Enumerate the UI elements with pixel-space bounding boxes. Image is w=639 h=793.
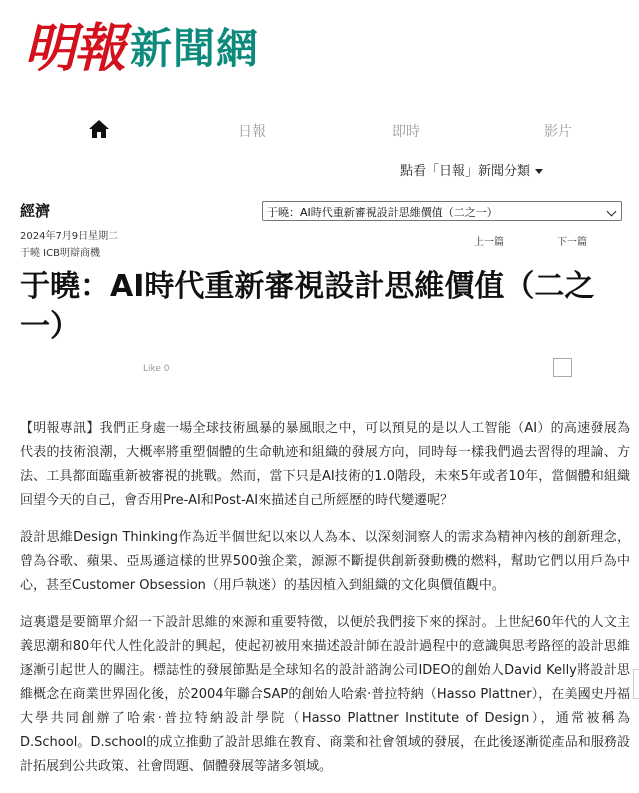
- paragraph: 【明報專訊】我們正身處一場全球技術風暴的暴風眼之中，可以預見的是以人工智能（AI）的高速發展為代表的技術浪潮，大概率將重塑個體的生命軌迹和組織的發展方向，同時每一樣我們過去習得的理論、方法、工具都面臨重新被審視的挑戰。然而，當下只是AI技術的1.0階段，未來5年或者10年，當個體和組織回望今天的自己，會否用Pre-AI和Post-AI來描述自己所經歷的時代變遷呢？: [20, 421, 630, 508]
- logo-news-network: 新聞網: [130, 24, 260, 73]
- next-article-link[interactable]: 下一篇: [557, 237, 587, 248]
- prev-article-link[interactable]: 上一篇: [474, 237, 504, 248]
- article-select[interactable]: [262, 201, 622, 221]
- paragraph: 設計思維Design Thinking作為近半個世紀以來以人為本、以深刻洞察人的需求為精神內核的創新理念，曾為谷歌、蘋果、亞馬遜這樣的世界500強企業，源源不斷提供創新發動機的燃料，幫助它們以用戶為中心，甚至Customer Obsession（用戶執迷）的基因植入到組織的文化與價值觀中。: [20, 530, 630, 593]
- article-select-value: 于曉：AI時代重新審視設計思維價值（二之一）: [267, 206, 498, 219]
- chevron-down-icon: [607, 207, 617, 217]
- caret-down-icon: [535, 169, 543, 174]
- article-body: [20, 417, 630, 792]
- section-label[interactable]: 經濟: [20, 202, 51, 220]
- article-title: 于曉：AI時代重新審視設計思維價值（二之一）: [20, 269, 595, 344]
- publish-date: 2024年7月9日星期二: [20, 231, 119, 242]
- main-nav: [0, 118, 639, 144]
- share-checkbox[interactable]: [553, 358, 572, 377]
- site-logo[interactable]: [24, 14, 259, 84]
- side-tab[interactable]: [633, 669, 639, 699]
- logo-ming-pao: 明報: [24, 18, 125, 79]
- home-icon[interactable]: [88, 118, 110, 140]
- category-dropdown[interactable]: [400, 160, 543, 179]
- nav-video[interactable]: 影片: [544, 124, 572, 140]
- author-line: 于曉 ICB明辯商機: [20, 248, 100, 259]
- paragraph: 這裏還是要簡單介紹一下設計思維的來源和重要特徵，以便於我們接下來的探討。上世紀60年代的人文主義思潮和80年代人性化設計的興起，使起初被用來描述設計師在設計過程中的意識與思考路徑的設計思維逐漸引起世人的關注。標誌性的發展節點是全球知名的設計諮詢公司IDEO的創始人David Kelly將設計思維概念在商業世界固化後，於2004年聯合SAP的創始人哈索·普拉特納（Hasso Plattner），在美國史丹福大學共同創辦了哈索·普拉特納設計學院（Hasso Plattner Institute of Design），通常被稱為D.School。D.school的成立推動了設計思維在教育、商業和社會領域的發展，在此後逐漸從產品和服務設計拓展到公共政策、社會問題、個體發展等諸多領域。: [20, 615, 630, 774]
- nav-daily[interactable]: 日報: [238, 124, 266, 140]
- like-button[interactable]: Like 0: [143, 364, 170, 374]
- category-label: 點看「日報」新聞分類: [400, 164, 531, 179]
- nav-instant[interactable]: 即時: [392, 124, 420, 140]
